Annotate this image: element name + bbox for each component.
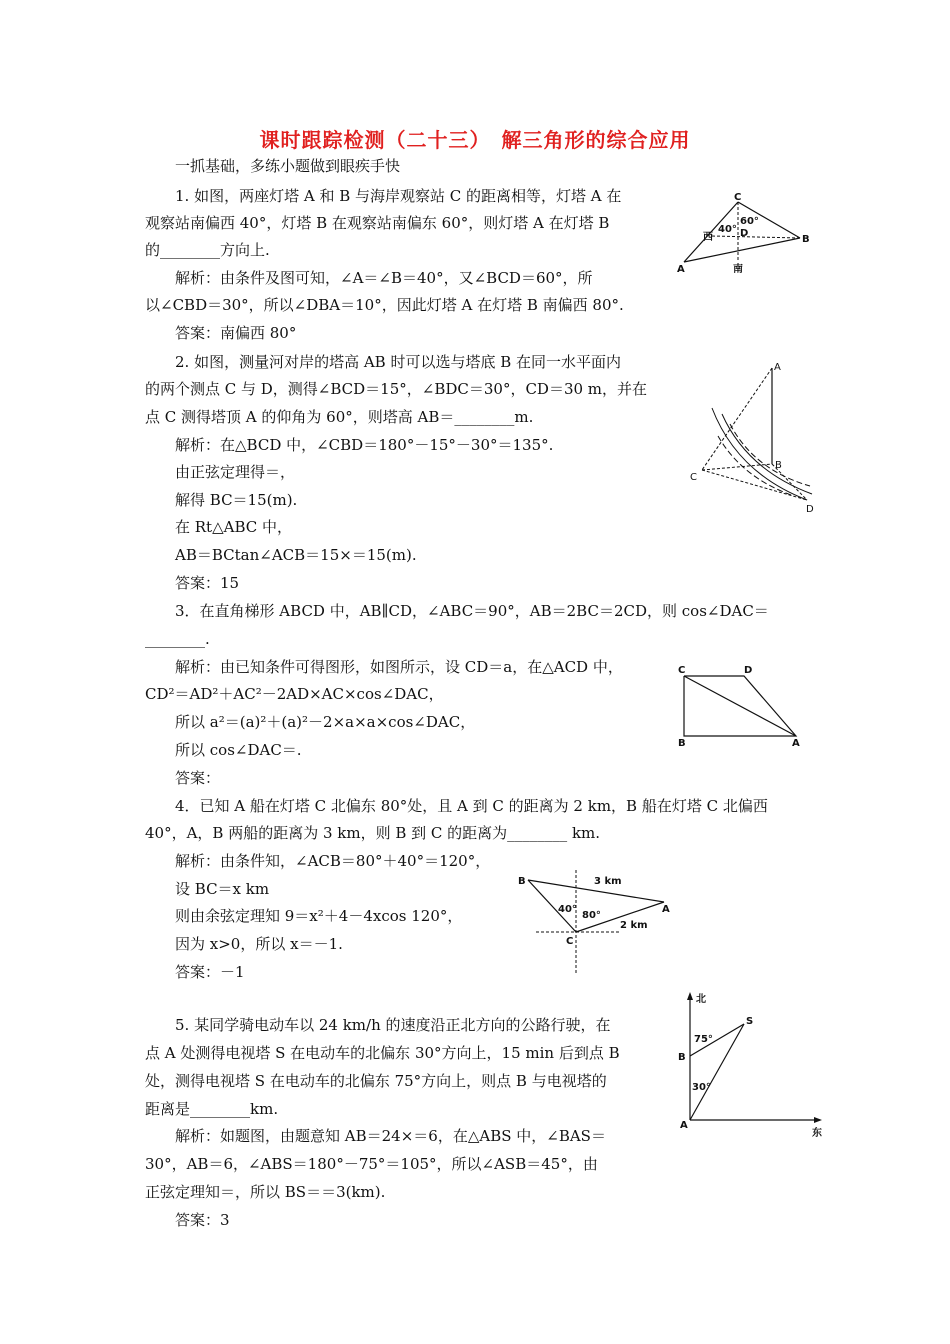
q2-text: 的两个测点 C 与 D，测得∠BCD＝15°，∠BDC＝30°，CD＝30 m，并在 — [145, 380, 648, 398]
label-a: A — [680, 1120, 688, 1131]
label-c: C — [734, 192, 742, 203]
q4-figure — [510, 860, 690, 978]
q2-solution: AB＝BCtan∠ACB＝15×＝15(m). — [175, 546, 417, 564]
label-b: B — [678, 1052, 686, 1063]
label-east: 东 — [812, 1128, 822, 1139]
label-a: A — [677, 264, 685, 275]
label-a: A — [774, 362, 781, 373]
label-west: 西 — [703, 232, 713, 243]
q4-solution: 则由余弦定理知 9＝x²＋4－4xcos 120°， — [175, 907, 463, 925]
q4-solution: 因为 x>0，所以 x＝－1. — [175, 935, 343, 953]
page-title: 课时跟踪检测（二十三） 解三角形的综合应用 — [259, 128, 691, 152]
q2-answer: 答案：15 — [175, 574, 240, 592]
q1-solution: 以∠CBD＝30°，所以∠DBA＝10°，因此灯塔 A 在灯塔 B 南偏西 80°. — [145, 296, 624, 314]
q5-text: 距离是________km. — [145, 1100, 279, 1118]
angle-40: 40° — [718, 224, 737, 235]
q3-text: ________. — [145, 630, 210, 648]
q5-text: 处，测得电视塔 S 在电动车的北偏东 75°方向上，则点 B 与电视塔的 — [145, 1072, 607, 1090]
label-d: D — [806, 504, 814, 515]
label-b: B — [775, 460, 782, 471]
q5-solution: 30°，AB＝6，∠ABS＝180°－75°＝105°，所以∠ASB＝45°，由 — [145, 1155, 598, 1173]
q3-solution: CD²＝AD²＋AC²－2AD×AC×cos∠DAC， — [145, 685, 444, 703]
q4-text: 40°，A，B 两船的距离为 3 km，则 B 到 C 的距离为________ km. — [145, 824, 601, 842]
q5-text: 点 A 处测得电视塔 S 在电动车的北偏东 30°方向上，15 min 后到点 B — [145, 1044, 620, 1062]
label-b: B — [802, 234, 810, 245]
label-s: S — [746, 1016, 754, 1027]
label-c: C — [690, 472, 697, 483]
label-c: C — [678, 665, 686, 676]
q5-answer: 答案：3 — [175, 1211, 230, 1229]
q5-solution: 正弦定理知＝，所以 BS＝＝3(km). — [145, 1183, 386, 1201]
label-d: D — [740, 228, 749, 239]
distance-ac: 2 km — [620, 920, 648, 931]
angle-80: 80° — [582, 910, 601, 921]
q1-text: 的________方向上. — [145, 241, 270, 259]
q2-text: 2. 如图，测量河对岸的塔高 AB 时可以选与塔底 B 在同一水平面内 — [175, 353, 622, 371]
q3-answer: 答案： — [175, 769, 221, 787]
angle-40: 40° — [558, 904, 577, 915]
label-c: C — [566, 936, 574, 947]
q4-solution: 设 BC＝x km — [175, 880, 270, 898]
label-b: B — [518, 876, 526, 887]
q5-text: 5. 某同学骑电动车以 24 km/h 的速度沿正北方向的公路行驶，在 — [175, 1016, 611, 1034]
distance-ab: 3 km — [594, 876, 622, 887]
q3-figure — [674, 660, 814, 750]
q1-answer: 答案：南偏西 80° — [175, 324, 297, 342]
q3-text: 3．在直角梯形 ABCD 中，AB∥CD，∠ABC＝90°，AB＝2BC＝2CD，则 cos∠DAC＝ — [175, 602, 769, 620]
label-d: D — [744, 665, 753, 676]
q2-solution: 解析：在△BCD 中，∠CBD＝180°－15°－30°＝135°. — [175, 436, 554, 454]
angle-30: 30° — [692, 1082, 711, 1093]
label-a: A — [792, 738, 800, 749]
label-a: A — [662, 904, 670, 915]
q5-figure — [672, 988, 832, 1140]
angle-60: 60° — [740, 216, 759, 227]
q2-solution: 在 Rt△ABC 中， — [175, 518, 293, 536]
q2-solution: 解得 BC＝15(m). — [175, 491, 298, 509]
q1-solution: 解析：由条件及图可知，∠A＝∠B＝40°，又∠BCD＝60°，所 — [175, 269, 593, 287]
label-south: 南 — [733, 264, 743, 275]
angle-75: 75° — [694, 1034, 713, 1045]
q2-solution: 由正弦定理得＝， — [175, 463, 296, 481]
q3-solution: 所以 a²＝(a)²＋(a)²－2×a×a×cos∠DAC， — [175, 713, 476, 731]
q4-text: 4．已知 A 船在灯塔 C 北偏东 80°处，且 A 到 C 的距离为 2 km，B 船在灯塔 C 北偏西 — [175, 797, 768, 815]
q1-figure — [672, 190, 822, 280]
q3-solution: 解析：由已知条件可得图形，如图所示，设 CD＝a，在△ACD 中， — [175, 658, 623, 676]
q1-text: 1. 如图，两座灯塔 A 和 B 与海岸观察站 C 的距离相等，灯塔 A 在 — [175, 187, 622, 205]
subtitle: 一抓基础，多练小题做到眼疾手快 — [175, 157, 401, 175]
q1-text: 观察站南偏西 40°，灯塔 B 在观察站南偏东 60°，则灯塔 A 在灯塔 B — [145, 214, 610, 232]
q4-answer: 答案：－1 — [175, 963, 245, 981]
label-north: 北 — [696, 994, 706, 1005]
q2-text: 点 C 测得塔顶 A 的仰角为 60°，则塔高 AB＝________m. — [145, 408, 534, 426]
q2-figure — [682, 358, 827, 518]
label-b: B — [678, 738, 686, 749]
q4-solution: 解析：由条件知，∠ACB＝80°＋40°＝120°， — [175, 852, 491, 870]
q5-solution: 解析：如题图，由题意知 AB＝24×＝6，在△ABS 中，∠BAS＝ — [175, 1127, 606, 1145]
q3-solution: 所以 cos∠DAC＝. — [175, 741, 302, 759]
